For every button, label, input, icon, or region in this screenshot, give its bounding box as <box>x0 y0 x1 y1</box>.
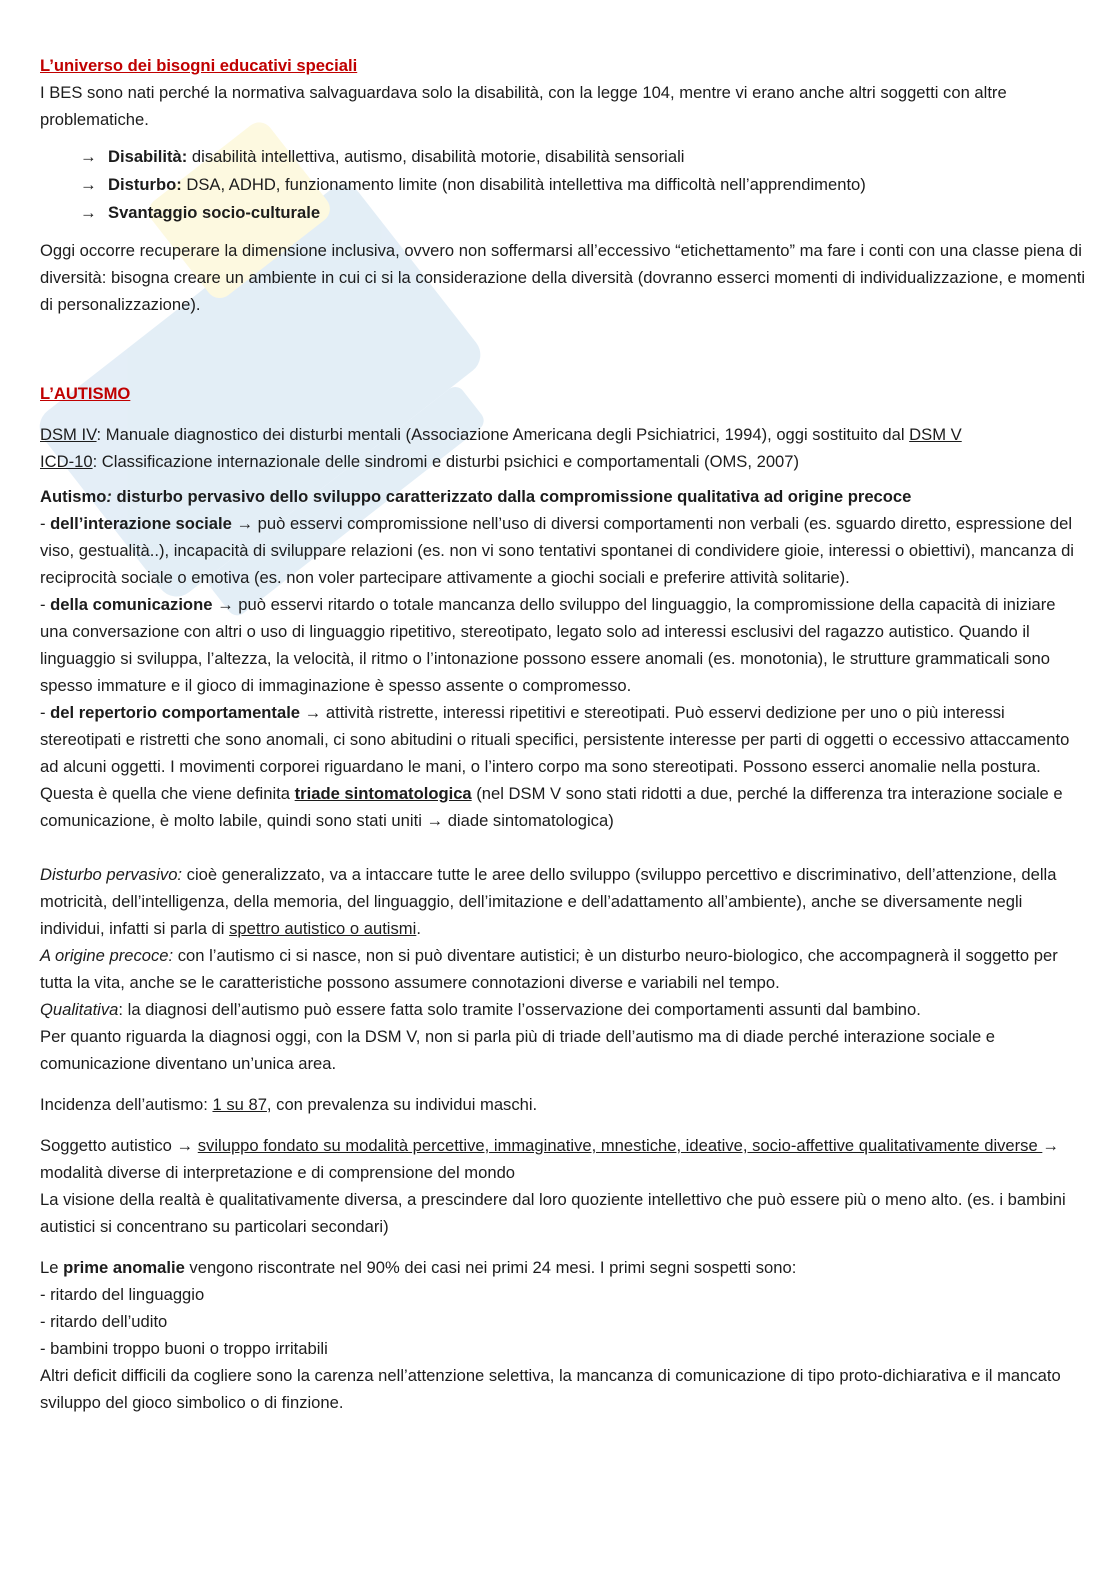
list-item: - ritardo del linguaggio <box>40 1285 205 1304</box>
definition-item: - dell’interazione sociale → può esservi compromissione nell’uso di diversi comportamenti non verbali (es. sguardo diretto, espressione del viso, gestualità..), incapacità di sviluppare relazioni (es. non vi sono tentativi spontanei di condividere gioie, interessi o obiettivi), mancanza di reciprocità sociale o emotiva (es. non voler partecipare attivamente a giochi sociali e preferire attività solitarie). <box>40 514 1074 587</box>
paragraph-dsm: DSM IV: Manuale diagnostico dei disturbi mentali (Associazione Americana degli Psichiatrici, 1994), oggi sostituito dal DSM V <box>40 425 962 444</box>
arrow-icon: → <box>80 147 97 166</box>
paragraph-inclusion: Oggi occorre recuperare la dimensione inclusiva, ovvero non soffermarsi all’eccessivo “etichettamento” ma fare i conti con una classe piena di diversità: bisogna creare un ambiente in cui ci si la considerazione della diversità (dovranno esserci momenti di individualizzazione, e momenti di personalizzazione). <box>40 241 1086 314</box>
arrow-icon: → <box>80 175 97 194</box>
arrow-icon: → <box>176 1136 194 1155</box>
paragraph-visione: La visione della realtà è qualitativamente diversa, a prescindere dal loro quoziente intellettivo che può essere più o meno alto. (es. i bambini autistici si concentrano su particolari secondari) <box>40 1190 1066 1236</box>
paragraph-icd: ICD-10: Classificazione internazionale delle sindromi e disturbi psichici e comportamentali (OMS, 2007) <box>40 452 800 471</box>
arrow-icon: → <box>1042 1136 1059 1155</box>
section-title-autismo: L’AUTISMO <box>40 384 131 403</box>
arrow-icon: → <box>217 595 234 614</box>
list-item: - ritardo dell’udito <box>40 1312 168 1331</box>
list-item: - bambini troppo buoni o troppo irritabili <box>40 1339 328 1358</box>
arrow-icon: → <box>236 514 254 533</box>
bes-category-list <box>40 143 1086 227</box>
arrow-icon: → <box>426 811 444 830</box>
definition-item: - della comunicazione → può esservi ritardo o totale mancanza dello sviluppo del linguaggio, la compromissione della capacità di iniziare una conversazione con altri o uso di linguaggio ripetitivo, stereotipato, legato solo ad interessi esclusivi del ragazzo autistico. Quando il linguaggio si sviluppa, l’altezza, la velocità, il ritmo o l’intonazione possono essere anomali (es. monotonia), le strutture grammaticali sono spesso immature e il gioco di immaginazione è spesso assente o compromesso. <box>40 595 1056 695</box>
paragraph-triade: Questa è quella che viene definita triade sintomatologica (nel DSM V sono stati ridotti a due, perché la differenza tra interazione sociale e comunicazione, è molto labile, quindi sono stati uniti → diade sintomatologica) <box>40 784 1063 830</box>
paragraph-incidenza: Incidenza dell’autismo: 1 su 87, con prevalenza su individui maschi. <box>40 1095 538 1114</box>
section-title-bes: L’universo dei bisogni educativi speciali <box>40 56 358 75</box>
paragraph-soggetto: Soggetto autistico → sviluppo fondato su modalità percettive, immaginative, mnestiche, ideative, socio-affettive qualitativamente diverse → modalità diverse di interpretazione e di comprensione del mondo <box>40 1136 1059 1182</box>
paragraph-deficit: Altri deficit difficili da cogliere sono la carenza nell’attenzione selettiva, la mancanza di comunicazione di tipo proto-dichiarativa e il mancato sviluppo del gioco simbolico o di finzione. <box>40 1366 1061 1412</box>
arrow-icon: → <box>304 703 322 722</box>
list-item: → Svantaggio socio-culturale <box>68 199 1086 227</box>
definition-item: - del repertorio comportamentale → attività ristrette, interessi ripetitivi e stereotipati. Può esservi dedizione per uno o più interessi stereotipati e ristretti che sono anomali, ci sono abitudini o rituali specifici, persistente interesse per parti di oggetti o eccessivo attaccamento ad alcuni oggetti. I movimenti corporei riguardano le mani, o l’intero corpo ma sono stereotipati. Possono esserci anomalie nella postura. <box>40 703 1070 776</box>
arrow-icon: → <box>80 203 97 222</box>
autismo-definition: Autismo: disturbo pervasivo dello sviluppo caratterizzato dalla compromissione qualitativa ad origine precoce <box>40 487 912 506</box>
paragraph-bes-intro: I BES sono nati perché la normativa salvaguardava solo la disabilità, con la legge 104, mentre vi erano anche altri soggetti con altre problematiche. <box>40 83 1007 129</box>
list-item: → Disturbo: DSA, ADHD, funzionamento limite (non disabilità intellettiva ma difficoltà nell’apprendimento) <box>68 171 1086 199</box>
list-item: → Disabilità: disabilità intellettiva, autismo, disabilità motorie, disabilità sensoriali <box>68 143 1086 171</box>
paragraph-prime-anomalie: Le prime anomalie vengono riscontrate nel 90% dei casi nei primi 24 mesi. I primi segni sospetti sono: <box>40 1258 797 1277</box>
document-page <box>40 52 1086 1416</box>
paragraph-diagnosi: Per quanto riguarda la diagnosi oggi, con la DSM V, non si parla più di triade dell’autismo ma di diade perché interazione sociale e comunicazione diventano un’unica area. <box>40 1027 996 1073</box>
paragraph-pervasivo: Disturbo pervasivo: cioè generalizzato, va a intaccare tutte le aree dello sviluppo (sviluppo percettivo e discriminativo, dell’attenzione, della motricità, dell’intelligenza, della memoria, del linguaggio, dell’imitazione e dell’adattamento all’ambiente), anche se diversamente negli individui, infatti si parla di spettro autistico o autismi. <box>40 865 1057 938</box>
paragraph-qualitativa: Qualitativa: la diagnosi dell’autismo può essere fatta solo tramite l’osservazione dei comportamenti assunti dal bambino. <box>40 1000 921 1019</box>
paragraph-precoce: A origine precoce: con l’autismo ci si nasce, non si può diventare autistici; è un disturbo neuro-biologico, che accompagnerà il soggetto per tutta la vita, anche se le caratteristiche possono assumere connotazioni diverse e variabili nel tempo. <box>40 946 1058 992</box>
